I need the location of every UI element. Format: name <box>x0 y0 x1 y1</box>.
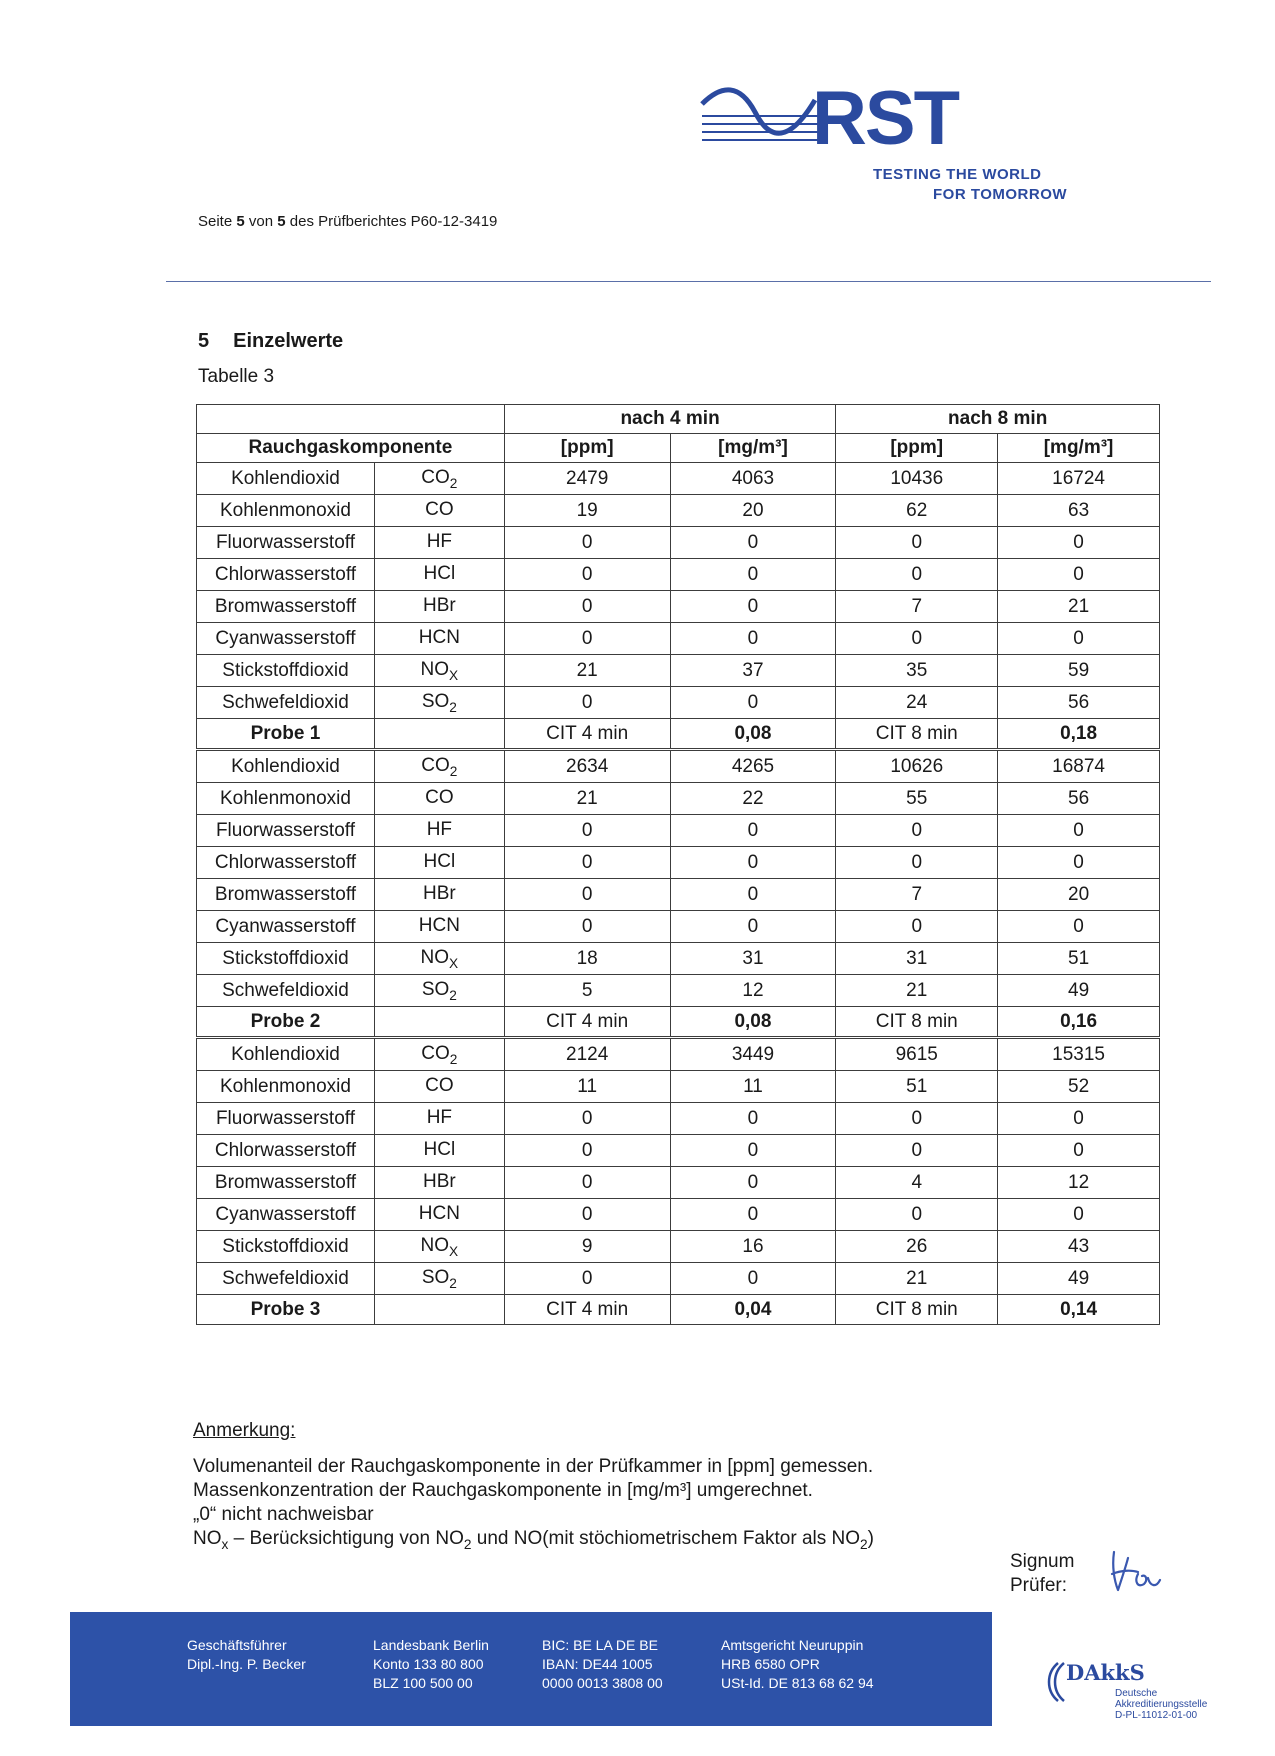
component-name: Kohlenmonoxid <box>197 1071 375 1103</box>
value-cell: 4265 <box>670 750 836 783</box>
component-formula: HCN <box>374 623 504 655</box>
note-title: Anmerkung: <box>193 1420 296 1441</box>
footer-column <box>187 1636 306 1674</box>
value-cell: 0 <box>998 527 1160 559</box>
value-cell: 0 <box>670 815 836 847</box>
section-number: 5 <box>198 330 210 352</box>
value-cell: 0 <box>504 1199 670 1231</box>
value-cell: 0 <box>504 879 670 911</box>
value-cell: 0 <box>670 527 836 559</box>
value-cell: 9615 <box>836 1038 998 1071</box>
footer-line: 0000 0013 3808 00 <box>542 1675 663 1691</box>
component-name: Schwefeldioxid <box>197 1263 375 1295</box>
value-cell: 31 <box>670 943 836 975</box>
component-name: Stickstoffdioxid <box>197 943 375 975</box>
cit-label: CIT 8 min <box>836 1295 998 1325</box>
component-formula: HF <box>374 815 504 847</box>
empty-cell <box>374 1007 504 1038</box>
value-cell: 0 <box>998 815 1160 847</box>
empty-cell <box>374 719 504 750</box>
value-cell: 0 <box>998 1135 1160 1167</box>
value-cell: 0 <box>504 591 670 623</box>
table-row <box>197 1231 1160 1263</box>
component-name: Bromwasserstoff <box>197 1167 375 1199</box>
table-row <box>197 463 1160 495</box>
dakks-details: Deutsche Akkreditierungsstelle D-PL-11012-01-00 <box>1115 1688 1208 1721</box>
tagline-line2: FOR TOMORROW <box>933 186 1068 203</box>
note-line: $NO_x$ – Berücksichtigung von $NO_2$ und NO(mit stöchiometrischem Faktor als $NO_2$) <box>193 1528 874 1552</box>
table-row <box>197 1199 1160 1231</box>
value-cell: 0 <box>670 1263 836 1295</box>
footer-line: Amtsgericht Neuruppin <box>721 1637 864 1653</box>
component-name: Chlorwasserstoff <box>197 559 375 591</box>
component-formula: $SO_2$ <box>374 687 504 719</box>
table-group-header-row <box>197 405 1160 434</box>
component-name: Fluorwasserstoff <box>197 527 375 559</box>
component-name: Bromwasserstoff <box>197 591 375 623</box>
value-cell: 9 <box>504 1231 670 1263</box>
value-cell: 51 <box>836 1071 998 1103</box>
value-cell: 21 <box>504 655 670 687</box>
value-cell: 0 <box>504 1167 670 1199</box>
value-cell: 37 <box>670 655 836 687</box>
table-row <box>197 783 1160 815</box>
table-row <box>197 943 1160 975</box>
component-formula: $SO_2$ <box>374 1263 504 1295</box>
group-header-4min: nach 4 min <box>504 405 836 434</box>
cit-label: CIT 8 min <box>836 719 998 750</box>
sample-total-row <box>197 1007 1160 1038</box>
value-cell: 0 <box>504 559 670 591</box>
table-row <box>197 1263 1160 1295</box>
examiner-signature <box>1108 1548 1162 1594</box>
value-cell: 16 <box>670 1231 836 1263</box>
value-cell: 24 <box>836 687 998 719</box>
cit-value: 0,18 <box>998 719 1160 750</box>
footer-column <box>373 1636 489 1693</box>
page-current: 5 <box>236 213 245 230</box>
table-row <box>197 1038 1160 1071</box>
cit-value: 0,16 <box>998 1007 1160 1038</box>
component-name: Stickstoffdioxid <box>197 655 375 687</box>
value-cell: 12 <box>670 975 836 1007</box>
value-cell: 0 <box>998 623 1160 655</box>
value-cell: 4 <box>836 1167 998 1199</box>
component-name: Chlorwasserstoff <box>197 847 375 879</box>
value-cell: 21 <box>504 783 670 815</box>
value-cell: 0 <box>504 1263 670 1295</box>
value-cell: 0 <box>836 911 998 943</box>
value-cell: 0 <box>504 1103 670 1135</box>
value-cell: 0 <box>504 847 670 879</box>
table-row <box>197 495 1160 527</box>
note-line: Volumenanteil der Rauchgaskomponente in der Prüfkammer in [ppm] gemessen. <box>193 1456 874 1477</box>
cit-value: 0,04 <box>670 1295 836 1325</box>
value-cell: 0 <box>504 911 670 943</box>
value-cell: 0 <box>504 623 670 655</box>
component-formula: CO <box>374 783 504 815</box>
footer-column <box>542 1636 663 1693</box>
value-cell: 0 <box>670 1167 836 1199</box>
measurement-table <box>196 404 1160 1325</box>
value-cell: 0 <box>836 1103 998 1135</box>
value-cell: 62 <box>836 495 998 527</box>
group-header-8min: nach 8 min <box>836 405 1160 434</box>
rst-logo <box>700 82 1010 152</box>
unit-header: [ppm] <box>504 434 670 463</box>
component-formula: HCN <box>374 911 504 943</box>
value-cell: 10626 <box>836 750 998 783</box>
value-cell: 10436 <box>836 463 998 495</box>
cit-label: CIT 4 min <box>504 719 670 750</box>
table-header-blank <box>197 405 505 434</box>
tagline-line1: TESTING THE WORLD <box>873 166 1042 183</box>
section-title <box>198 330 367 353</box>
value-cell: 2479 <box>504 463 670 495</box>
value-cell: 21 <box>998 591 1160 623</box>
component-formula: $SO_2$ <box>374 975 504 1007</box>
component-formula: $CO_2$ <box>374 1038 504 1071</box>
footer-line: Landesbank Berlin <box>373 1637 489 1653</box>
value-cell: 2634 <box>504 750 670 783</box>
component-name: Schwefeldioxid <box>197 687 375 719</box>
component-formula: $NO_X$ <box>374 1231 504 1263</box>
component-formula: HF <box>374 1103 504 1135</box>
table-row <box>197 1071 1160 1103</box>
value-cell: 0 <box>836 815 998 847</box>
tagline <box>800 165 1070 205</box>
dakks-name: DAkkS <box>1066 1660 1145 1685</box>
component-name: Schwefeldioxid <box>197 975 375 1007</box>
component-formula: HF <box>374 527 504 559</box>
component-formula: HCl <box>374 559 504 591</box>
page-info: Seite 5 von 5 des Prüfberichtes P60-12-3419 <box>198 213 498 230</box>
cit-value: 0,14 <box>998 1295 1160 1325</box>
value-cell: 0 <box>998 1199 1160 1231</box>
header-divider <box>166 281 1211 282</box>
footer-line: Geschäftsführer <box>187 1637 287 1653</box>
sample-label: Probe 3 <box>197 1295 375 1325</box>
value-cell: 0 <box>670 559 836 591</box>
component-formula: HCN <box>374 1199 504 1231</box>
value-cell: 5 <box>504 975 670 1007</box>
value-cell: 0 <box>504 1135 670 1167</box>
component-formula: $NO_X$ <box>374 943 504 975</box>
footer <box>70 1612 992 1726</box>
value-cell: 0 <box>998 847 1160 879</box>
component-name: Fluorwasserstoff <box>197 815 375 847</box>
table-row <box>197 687 1160 719</box>
table-row <box>197 911 1160 943</box>
footer-line: Dipl.-Ing. P. Becker <box>187 1656 306 1672</box>
value-cell: 0 <box>504 527 670 559</box>
component-formula: HBr <box>374 879 504 911</box>
value-cell: 0 <box>836 527 998 559</box>
value-cell: 55 <box>836 783 998 815</box>
table-row <box>197 975 1160 1007</box>
component-name: Kohlendioxid <box>197 750 375 783</box>
value-cell: 0 <box>836 847 998 879</box>
component-formula: HBr <box>374 591 504 623</box>
value-cell: 22 <box>670 783 836 815</box>
value-cell: 3449 <box>670 1038 836 1071</box>
note-line: „0“ nicht nachweisbar <box>193 1504 374 1525</box>
table-row <box>197 750 1160 783</box>
component-name: Stickstoffdioxid <box>197 1231 375 1263</box>
footer-line: HRB 6580 OPR <box>721 1656 820 1672</box>
value-cell: 0 <box>836 1199 998 1231</box>
cit-label: CIT 8 min <box>836 1007 998 1038</box>
footer-line: Konto 133 80 800 <box>373 1656 484 1672</box>
component-name: Kohlenmonoxid <box>197 783 375 815</box>
component-formula: HBr <box>374 1167 504 1199</box>
table-row <box>197 815 1160 847</box>
footer-line: IBAN: DE44 1005 <box>542 1656 653 1672</box>
component-formula: $CO_2$ <box>374 750 504 783</box>
table-row <box>197 559 1160 591</box>
value-cell: 4063 <box>670 463 836 495</box>
value-cell: 0 <box>998 1103 1160 1135</box>
value-cell: 11 <box>504 1071 670 1103</box>
sample-total-row <box>197 1295 1160 1325</box>
component-name: Bromwasserstoff <box>197 879 375 911</box>
value-cell: 0 <box>836 559 998 591</box>
table-row <box>197 623 1160 655</box>
cit-label: CIT 4 min <box>504 1007 670 1038</box>
value-cell: 12 <box>998 1167 1160 1199</box>
empty-cell <box>374 1295 504 1325</box>
component-name: Kohlenmonoxid <box>197 495 375 527</box>
value-cell: 35 <box>836 655 998 687</box>
value-cell: 16724 <box>998 463 1160 495</box>
value-cell: 49 <box>998 1263 1160 1295</box>
unit-header: [mg/m³] <box>998 434 1160 463</box>
table-caption: Tabelle 3 <box>198 366 275 387</box>
value-cell: 26 <box>836 1231 998 1263</box>
table-row <box>197 591 1160 623</box>
value-cell: 59 <box>998 655 1160 687</box>
footer-line: USt-Id. DE 813 68 62 94 <box>721 1675 874 1691</box>
value-cell: 56 <box>998 783 1160 815</box>
sample-label: Probe 2 <box>197 1007 375 1038</box>
logo-text: RST <box>812 82 958 152</box>
value-cell: 21 <box>836 1263 998 1295</box>
footer-line: BIC: BE LA DE BE <box>542 1637 658 1653</box>
component-formula: CO <box>374 1071 504 1103</box>
value-cell: 7 <box>836 879 998 911</box>
value-cell: 7 <box>836 591 998 623</box>
component-name: Fluorwasserstoff <box>197 1103 375 1135</box>
value-cell: 20 <box>998 879 1160 911</box>
value-cell: 19 <box>504 495 670 527</box>
value-cell: 11 <box>670 1071 836 1103</box>
footer-line: BLZ 100 500 00 <box>373 1675 473 1691</box>
value-cell: 0 <box>670 1199 836 1231</box>
component-formula: $CO_2$ <box>374 463 504 495</box>
value-cell: 0 <box>836 623 998 655</box>
unit-header: [ppm] <box>836 434 998 463</box>
component-name: Cyanwasserstoff <box>197 1199 375 1231</box>
cit-value: 0,08 <box>670 719 836 750</box>
sample-label: Probe 1 <box>197 719 375 750</box>
value-cell: 18 <box>504 943 670 975</box>
component-header: Rauchgaskomponente <box>197 434 505 463</box>
table-row <box>197 1103 1160 1135</box>
value-cell: 0 <box>670 687 836 719</box>
value-cell: 16874 <box>998 750 1160 783</box>
table-row <box>197 1167 1160 1199</box>
page-total: 5 <box>277 213 286 230</box>
table-row <box>197 1135 1160 1167</box>
component-name: Kohlendioxid <box>197 1038 375 1071</box>
component-name: Cyanwasserstoff <box>197 911 375 943</box>
value-cell: 31 <box>836 943 998 975</box>
unit-header: [mg/m³] <box>670 434 836 463</box>
value-cell: 51 <box>998 943 1160 975</box>
value-cell: 2124 <box>504 1038 670 1071</box>
value-cell: 15315 <box>998 1038 1160 1071</box>
value-cell: 0 <box>504 687 670 719</box>
value-cell: 0 <box>670 879 836 911</box>
table-unit-header-row <box>197 434 1160 463</box>
table-row <box>197 847 1160 879</box>
cit-value: 0,08 <box>670 1007 836 1038</box>
value-cell: 20 <box>670 495 836 527</box>
table-row <box>197 527 1160 559</box>
value-cell: 21 <box>836 975 998 1007</box>
component-formula: HCl <box>374 847 504 879</box>
value-cell: 0 <box>670 623 836 655</box>
table-row <box>197 655 1160 687</box>
table-row <box>197 879 1160 911</box>
value-cell: 0 <box>998 559 1160 591</box>
component-name: Chlorwasserstoff <box>197 1135 375 1167</box>
component-formula: $NO_X$ <box>374 655 504 687</box>
component-name: Kohlendioxid <box>197 463 375 495</box>
note-line: Massenkonzentration der Rauchgaskomponente in [mg/m³] umgerechnet. <box>193 1480 813 1501</box>
section-name: Einzelwerte <box>233 330 344 352</box>
signum-label: Signum Prüfer: <box>1010 1551 1075 1596</box>
value-cell: 0 <box>670 1103 836 1135</box>
footer-column <box>721 1636 874 1693</box>
value-cell: 56 <box>998 687 1160 719</box>
value-cell: 63 <box>998 495 1160 527</box>
component-formula: HCl <box>374 1135 504 1167</box>
value-cell: 0 <box>670 911 836 943</box>
value-cell: 0 <box>670 1135 836 1167</box>
sample-total-row <box>197 719 1160 750</box>
value-cell: 0 <box>504 815 670 847</box>
cit-label: CIT 4 min <box>504 1295 670 1325</box>
value-cell: 0 <box>836 1135 998 1167</box>
component-name: Cyanwasserstoff <box>197 623 375 655</box>
value-cell: 43 <box>998 1231 1160 1263</box>
value-cell: 0 <box>670 847 836 879</box>
value-cell: 52 <box>998 1071 1160 1103</box>
value-cell: 49 <box>998 975 1160 1007</box>
value-cell: 0 <box>670 591 836 623</box>
value-cell: 0 <box>998 911 1160 943</box>
notes <box>193 1455 874 1557</box>
component-formula: CO <box>374 495 504 527</box>
